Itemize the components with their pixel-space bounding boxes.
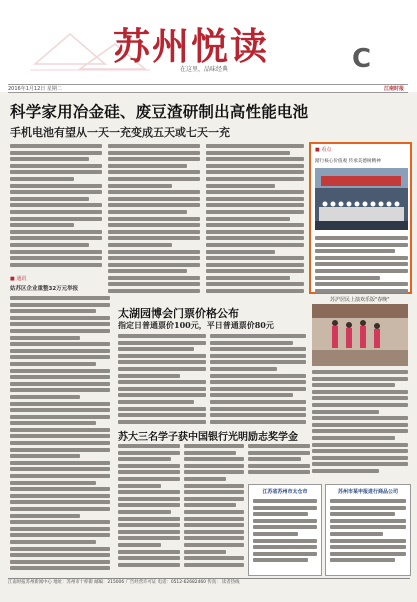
- lead-headline: 科学家用冶金硅、废豆渣研制出高性能电池: [10, 102, 309, 121]
- award-headline: 苏大三名学子获中国银行光明励志奖学金: [118, 432, 298, 443]
- sidebar-subhead: 姑苏区企业重整32万元举报: [10, 286, 79, 292]
- award-column-1: [118, 444, 180, 576]
- lead-column-2: [108, 144, 200, 300]
- masthead: [0, 0, 417, 92]
- highlight-label: ■ 看点: [315, 147, 332, 153]
- award-column-3: [248, 444, 310, 482]
- performance-photo: [312, 304, 408, 366]
- masthead-title: 苏州悦读: [113, 24, 269, 68]
- ad-1-body: [249, 495, 321, 569]
- highlight-caption: 踏行核心价值观 传承美德树精神: [315, 159, 381, 164]
- ad-block-1: [248, 484, 322, 576]
- lead-subheadline: 手机电池有望从一天一充变成五天或七天一充: [10, 126, 230, 139]
- expo-subheadline: 指定日普通票价100元，平日普通票价80元: [118, 320, 274, 330]
- ad-block-2: [325, 484, 411, 576]
- highlight-body: [315, 236, 408, 295]
- ceremony-photo-art: [315, 168, 408, 230]
- lead-column-1: [10, 144, 102, 272]
- performance-column: [312, 370, 408, 478]
- dateline-bar: [8, 84, 408, 93]
- paper-logo: 江南时报: [383, 86, 404, 92]
- masthead-tagline: 在这里，品味经典: [180, 66, 229, 73]
- expo-column-1: [118, 334, 206, 424]
- sidebar-kicker: ■ 通讯: [10, 276, 27, 282]
- ad-1-title: 江苏省苏州市太仓市: [262, 489, 308, 495]
- expo-headline: 太湖园博会门票价格公布: [118, 307, 239, 320]
- ad-2-title: 苏州市某申报进行商品公司: [337, 489, 398, 495]
- edition-letter: C: [352, 44, 372, 74]
- lead-column-3: [206, 144, 304, 300]
- performance-caption: 苏沪居民上演欢乐版"春晚": [330, 297, 390, 303]
- ceremony-photo: [315, 168, 408, 230]
- page-footer: 江南时报苏州新闻中心 地址：苏州市十梓街 邮编：215006 广告经营许可证 电话：0512-62682460 传真： 读者热线: [8, 578, 410, 586]
- performance-photo-art: [312, 304, 408, 366]
- award-column-2: [184, 444, 244, 576]
- expo-column-2: [210, 334, 306, 424]
- ad-2-body: [326, 495, 410, 569]
- sidebar-column: [10, 296, 110, 576]
- issue-date: 2016年1月12日 星期二: [8, 86, 62, 92]
- highlight-box: [309, 142, 412, 294]
